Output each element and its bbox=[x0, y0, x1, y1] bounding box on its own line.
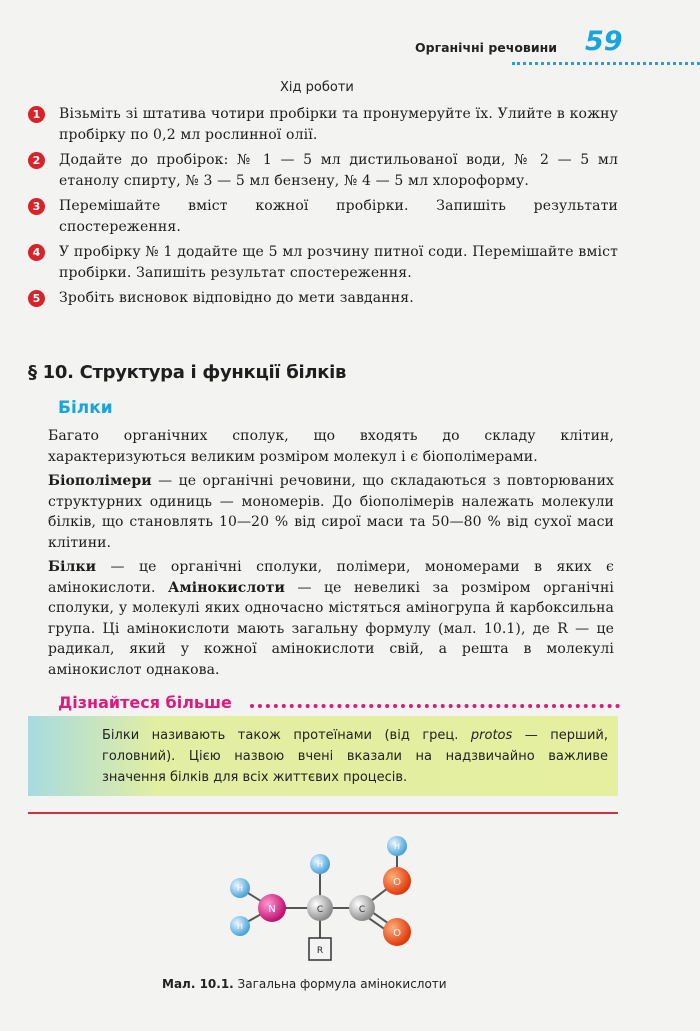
caption-label: Мал. 10.1. bbox=[162, 977, 234, 991]
atom-label: N bbox=[268, 904, 276, 915]
learn-more-text-part: Білки називають також протеїнами (від грец. bbox=[102, 728, 471, 743]
caption-text: Загальна формула амінокислоти bbox=[233, 977, 447, 991]
step-number-badge: 1 bbox=[28, 106, 45, 123]
figure-divider bbox=[28, 812, 618, 814]
procedure-step bbox=[28, 150, 618, 191]
step-text: Додайте до пробірок: № 1 — 5 мл дистильованої води, № 2 — 5 мл етанолу спирту, № 3 — 5 мл бензену, № 4 — 5 мл хлороформу. bbox=[59, 152, 618, 189]
subsection-title: Білки bbox=[58, 398, 113, 418]
term-amino-acids: Амінокислоти bbox=[168, 579, 285, 596]
paragraph bbox=[48, 426, 614, 467]
atom-label: H bbox=[316, 860, 324, 869]
step-number-badge: 3 bbox=[28, 198, 45, 215]
step-text: Перемішайте вміст кожної пробірки. Запишіть результати спостереження. bbox=[59, 198, 618, 235]
step-text: У пробірку № 1 додайте ще 5 мл розчину питної соди. Перемішайте вміст пробірки. Запишіть результат спостереження. bbox=[59, 244, 618, 281]
procedure-step bbox=[28, 104, 618, 145]
paragraph-text: — це органічні речовини, що складаються з повторюваних структурних одиниць — мономерів. До біополімерів належать молекули білків, що становлять 10—20 % від сирої маси та 50—80 % від сухої маси клітини. bbox=[48, 473, 614, 551]
learn-more-title: Дізнайтеся більше bbox=[58, 693, 232, 712]
paragraph-text: — це невеликі за розміром органічні сполуки, у молекулі яких одночасно містяться аміногрупа й карбоксильна група. Ці амінокислоти мають загальну формулу (мал. 10.1), де R — це радикал, який у кожної амінокислоти свій, а решта в молекулі амінокислот однакова. bbox=[48, 579, 614, 678]
atom-label: H bbox=[236, 922, 244, 931]
atom-label: H bbox=[393, 842, 401, 851]
atom-label: C bbox=[316, 905, 324, 915]
step-number-badge: 4 bbox=[28, 244, 45, 261]
term-proteins: Білки bbox=[48, 559, 97, 575]
procedure-step bbox=[28, 196, 618, 237]
term-biopolymers: Біополімери bbox=[48, 473, 152, 489]
step-text: Зробіть висновок відповідно до мети завдання. bbox=[59, 290, 414, 306]
work-procedure-title: Хід роботи bbox=[280, 80, 354, 95]
step-number-badge: 2 bbox=[28, 152, 45, 169]
procedure-step bbox=[28, 242, 618, 283]
atom-label: O bbox=[393, 928, 401, 939]
radical-label: R bbox=[316, 946, 324, 956]
header-dotted-line bbox=[512, 62, 700, 65]
paragraph-text: Багато органічних сполук, що входять до складу клітин, характеризуються великим розміром молекул і є біополімерами. bbox=[48, 428, 614, 465]
section-body bbox=[48, 426, 614, 684]
amino-acid-diagram bbox=[200, 828, 440, 973]
greek-word: protos bbox=[470, 728, 513, 743]
paragraph bbox=[48, 471, 614, 553]
learn-more-text bbox=[102, 725, 608, 788]
section-title: § 10. Структура і функції білків bbox=[28, 362, 347, 383]
atom-label: O bbox=[393, 877, 401, 888]
step-number-badge: 5 bbox=[28, 290, 45, 307]
page-number: 59 bbox=[585, 26, 623, 57]
paragraph bbox=[48, 557, 614, 680]
procedure-steps bbox=[28, 104, 618, 314]
procedure-step bbox=[28, 288, 618, 309]
atom-label: H bbox=[236, 884, 244, 893]
step-text: Візьміть зі штатива чотири пробірки та пронумеруйте їх. Улийте в кожну пробірку по 0,2 мл рослинної олії. bbox=[59, 106, 618, 143]
learn-more-text-part: — перший, головний). Цією назвою вчені вказали на надзвичайно важливе значення білків для всіх життєвих процесів. bbox=[102, 728, 608, 785]
learn-more-dotted-line bbox=[250, 704, 620, 708]
running-header: Органічні речовини bbox=[415, 40, 557, 55]
atom-label: C bbox=[358, 905, 366, 915]
paragraph-text: — це органічні сполуки, полімери, мономерами в яких є амінокислоти. bbox=[48, 559, 614, 596]
figure-caption bbox=[162, 977, 447, 991]
